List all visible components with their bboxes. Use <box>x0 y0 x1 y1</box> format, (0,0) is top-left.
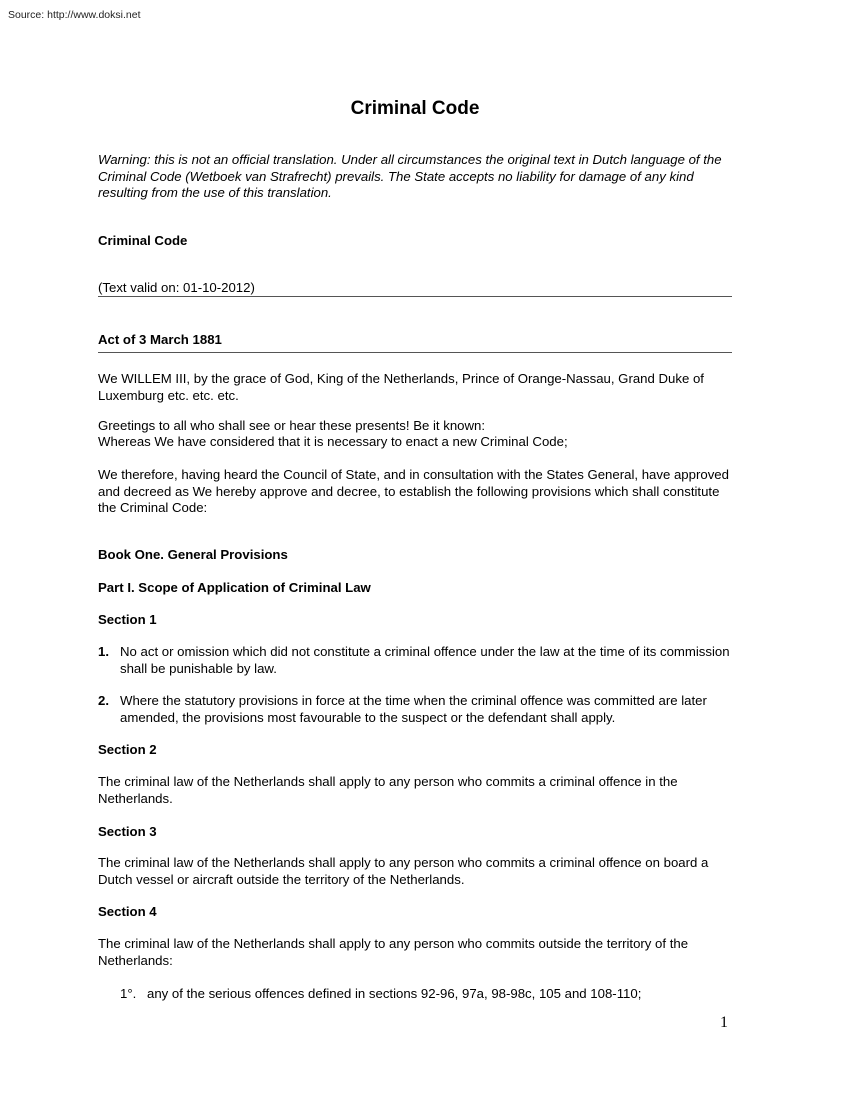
list-item-number: 1. <box>98 644 109 659</box>
section-heading: Section 3 <box>98 824 157 839</box>
section-heading: Section 4 <box>98 904 157 919</box>
book-heading: Book One. General Provisions <box>98 547 288 562</box>
heading-criminal-code: Criminal Code <box>98 233 188 248</box>
list-item-text: Where the statutory provisions in force at the time when the criminal offence was committed are later amended, the provisions most favourable to the suspect or the defendant shall apply. <box>120 693 707 725</box>
page-number: 1 <box>720 1014 728 1031</box>
list-item-text: any of the serious offences defined in sections 92-96, 97a, 98-98c, 105 and 108-110; <box>147 986 642 1001</box>
section-paragraph: The criminal law of the Netherlands shall apply to any person who commits outside the territory of the Netherlands: <box>98 936 689 968</box>
text-valid-date: (Text valid on: 01-10-2012) <box>98 280 255 295</box>
act-heading: Act of 3 March 1881 <box>98 332 222 347</box>
page-title: Criminal Code <box>350 98 480 119</box>
list-item-number: 2. <box>98 693 109 708</box>
section-heading: Section 1 <box>98 612 157 627</box>
preamble-paragraph: We WILLEM III, by the grace of God, King of the Netherlands, Prince of Orange-Nassau, Grand Duke of Luxemburg etc. etc. etc. <box>98 371 704 403</box>
source-line: Source: http://www.doksi.net <box>8 9 141 21</box>
greetings-line: Greetings to all who shall see or hear these presents! Be it known: <box>98 418 486 433</box>
section-paragraph: The criminal law of the Netherlands shall apply to any person who commits a criminal offence on board a Dutch vessel or aircraft outside the territory of the Netherlands. <box>98 855 709 887</box>
section-paragraph: The criminal law of the Netherlands shall apply to any person who commits a criminal offence in the Netherlands. <box>98 774 678 806</box>
decree-paragraph: We therefore, having heard the Council of State, and in consultation with the States General, have approved and decreed as We hereby approve and decree, to establish the following provisions which shall constitute the Criminal Code: <box>98 467 729 515</box>
divider <box>98 296 732 297</box>
translation-warning: Warning: this is not an official translation. Under all circumstances the original text in Dutch language of the Criminal Code (Wetboek van Strafrecht) prevails. The State accepts no liability for damage of any kind resulting from the use of this translation. <box>98 152 722 200</box>
list-item <box>98 644 732 677</box>
part-heading: Part I. Scope of Application of Criminal Law <box>98 580 371 595</box>
section-heading: Section 2 <box>98 742 157 757</box>
list-item <box>120 986 732 1003</box>
divider <box>98 352 732 353</box>
list-item-number: 1°. <box>120 986 137 1001</box>
list-item-text: No act or omission which did not constitute a criminal offence under the law at the time of its commission shall be punishable by law. <box>120 644 730 676</box>
list-item <box>98 693 732 726</box>
whereas-line: Whereas We have considered that it is necessary to enact a new Criminal Code; <box>98 434 568 449</box>
